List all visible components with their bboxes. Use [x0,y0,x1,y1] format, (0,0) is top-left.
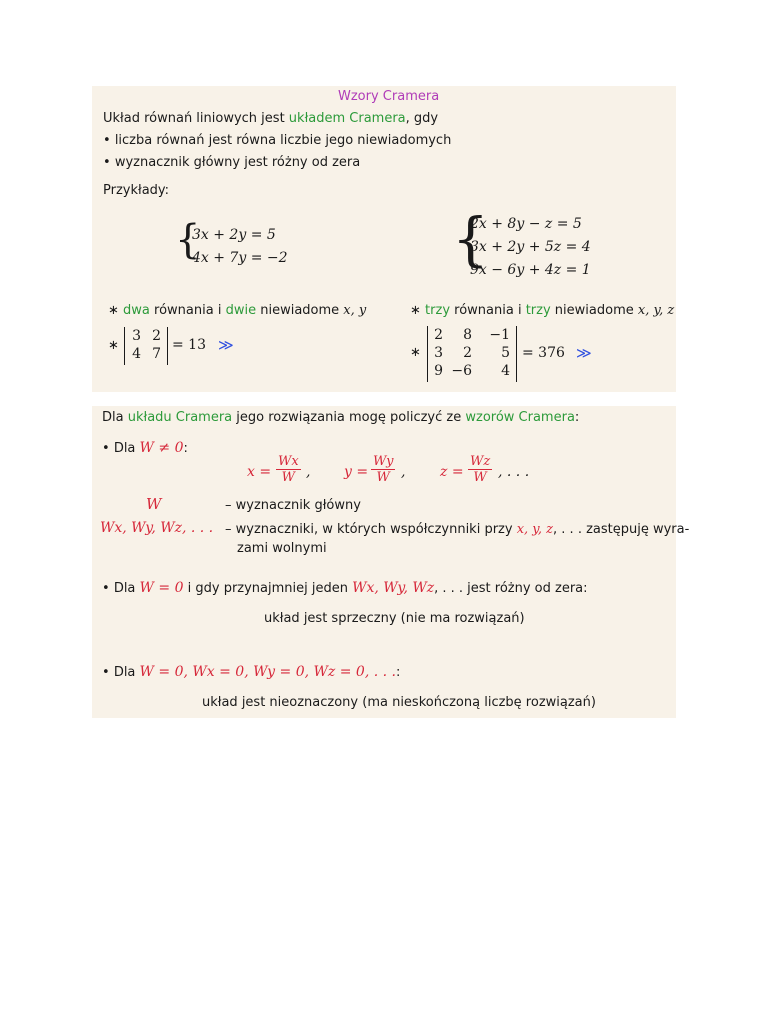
def-text: , . . . zastępuję wyra- [553,522,690,537]
case-text: , . . . jest różny od zera: [434,581,588,596]
def-text-Wx [225,522,689,537]
intro-highlight: wzorów Cramera [465,410,575,425]
note-vars: x, y, z [637,303,675,318]
formulas-intro [102,410,579,425]
equation: 9x − 6y + 4z = 1 [470,262,591,278]
case-condition: W = 0 [139,580,184,596]
determinant-result: = 376 [522,345,565,361]
equation: 4x + 7y = −2 [192,250,288,266]
example-note [108,303,366,318]
case-nonzero [102,440,188,456]
fraction-denominator: W [281,470,296,485]
matrix-cell: 4 [132,346,141,362]
def-text-W: – wyznacznik główny [225,498,361,513]
case-text: Dla [113,441,140,456]
formula-x-lhs: x = [247,464,272,480]
note-text: niewiadome [256,303,344,318]
intro-text: Dla [102,410,128,425]
cramer-formulas-panel [92,406,690,718]
formula-separator: , [306,464,311,480]
asterisk: ∗ [410,303,421,318]
asterisk: ∗ [410,345,421,360]
definition-sentence [103,111,438,126]
bullet-text: wyznacznik główny jest różny od zera [114,155,361,170]
more-link-icon[interactable]: ≫ [218,336,234,354]
def-text: – wyznaczniki, w których współczynniki przy [225,522,517,537]
note-count: dwa [123,303,150,318]
asterisk: ∗ [108,303,119,318]
case-result: układ jest sprzeczny (nie ma rozwiązań) [264,611,525,626]
note-text: równania i [149,303,226,318]
case-condition: W = 0, Wx = 0, Wy = 0, Wz = 0, . . . [139,664,396,680]
examples-label: Przykłady: [103,183,170,198]
intro-text: jego rozwiązania mogę policzyć ze [232,410,466,425]
definition-text: Układ równań liniowych jest [103,111,289,126]
fraction-y [371,454,395,485]
case-text: Dla [113,581,140,596]
more-link-icon[interactable]: ≫ [576,344,592,362]
determinant-2x2 [124,327,168,365]
fraction-denominator: W [473,470,487,485]
matrix-cell: 3 [132,328,141,344]
formula-y-lhs: y = [344,464,369,480]
case-text: Dla [113,665,140,680]
formula-z-lhs: z = [440,464,464,480]
case-inconsistent [102,580,588,596]
example-note [410,303,674,318]
note-text: niewiadome [550,303,638,318]
bullet-dot: • [103,133,111,148]
fraction-denominator: W [376,470,390,485]
matrix-cell: 2 [463,345,472,361]
fraction-numerator: Wx [278,454,299,469]
bullet-dot: • [102,441,110,456]
matrix-cell: 2 [434,327,443,343]
fraction-z [468,454,492,485]
def-symbol-Wx: Wx, Wy, Wz, . . . [100,520,214,536]
matrix-cell: 4 [501,363,510,379]
case-text: i gdy przynajmniej jeden [183,581,353,596]
fraction-numerator: Wy [373,454,394,469]
case-indeterminate [102,664,400,680]
bullet-item [103,133,451,148]
bullet-dot: • [103,155,111,170]
determinant-3x3 [427,326,517,382]
definition-highlight: układem Cramera [288,111,406,126]
bullet-dot: • [102,665,110,680]
note-text: równania i [450,303,526,318]
note-vars: x, y [343,303,367,318]
definition-tail: , gdy [405,111,439,126]
case-text: : [395,665,401,680]
case-condition: W ≠ 0 [139,440,184,456]
matrix-cell: −6 [451,363,472,379]
case-text: : [183,441,188,456]
def-symbol-W: W [146,495,162,513]
determinant-result: = 13 [172,337,206,353]
matrix-cell: 3 [434,345,443,361]
intro-text: : [574,410,580,425]
equation: 2x + 8y − z = 5 [470,216,582,232]
matrix-cell: −1 [489,327,510,343]
left-brace-icon: { [175,217,201,263]
def-vars: x, y, z [516,522,554,537]
matrix-cell: 8 [463,327,472,343]
def-text-Wx-line2: zami wolnymi [237,541,327,556]
equation: 3x + 2y = 5 [192,227,276,243]
intro-highlight: układu Cramera [127,410,233,425]
panel-title: Wzory Cramera [338,89,440,104]
fraction-x [276,454,301,485]
formula-separator: , . . . [498,464,530,480]
bullet-item [103,155,360,170]
note-count: trzy [425,303,451,318]
note-count: trzy [525,303,551,318]
fraction-numerator: Wz [470,454,491,469]
case-result: układ jest nieoznaczony (ma nieskończoną liczbę rozwiązań) [202,695,596,710]
cramer-definition-panel [92,86,676,392]
matrix-cell: 9 [434,363,443,379]
matrix-cell: 2 [152,328,161,344]
left-brace-icon: { [452,205,489,273]
matrix-cell: 5 [501,345,510,361]
matrix-cell: 7 [152,346,161,362]
bullet-text: liczba równań jest równa liczbie jego niewiadomych [114,133,452,148]
note-count: dwie [225,303,257,318]
asterisk: ∗ [108,338,119,353]
bullet-dot: • [102,581,110,596]
case-vars: Wx, Wy, Wz [352,580,435,596]
equation: 3x + 2y + 5z = 4 [470,239,591,255]
formula-separator: , [401,464,406,480]
